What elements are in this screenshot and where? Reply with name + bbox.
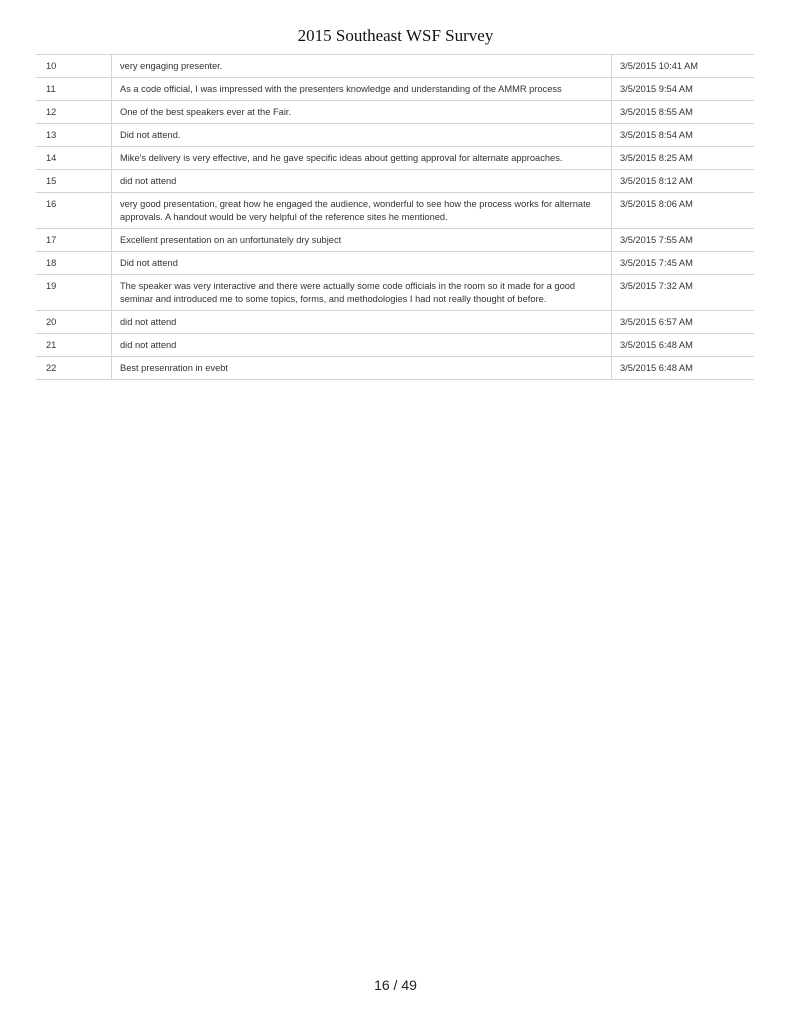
- response-date: 3/5/2015 8:55 AM: [612, 101, 755, 124]
- response-text: Mike's delivery is very effective, and he gave specific ideas about getting approval for alternate approaches.: [112, 147, 612, 170]
- response-number: 11: [36, 78, 112, 101]
- response-text: did not attend: [112, 170, 612, 193]
- table-row: [36, 147, 754, 170]
- response-text: Excellent presentation on an unfortunately dry subject: [112, 229, 612, 252]
- response-text: very engaging presenter.: [112, 55, 612, 78]
- table-row: [36, 275, 754, 311]
- response-number: 12: [36, 101, 112, 124]
- page-number: 16 / 49: [374, 977, 417, 993]
- response-text: very good presentation, great how he engaged the audience, wonderful to see how the process works for alternate approvals. A handout would be very helpful of the reference sites he mentioned.: [112, 193, 612, 229]
- response-text: As a code official, I was impressed with the presenters knowledge and understanding of the AMMR process: [112, 78, 612, 101]
- response-date: 3/5/2015 6:57 AM: [612, 311, 755, 334]
- table-row: [36, 101, 754, 124]
- table-row: [36, 334, 754, 357]
- response-number: 21: [36, 334, 112, 357]
- response-date: 3/5/2015 7:32 AM: [612, 275, 755, 311]
- response-date: 3/5/2015 8:06 AM: [612, 193, 755, 229]
- response-date: 3/5/2015 9:54 AM: [612, 78, 755, 101]
- table-row: [36, 357, 754, 380]
- response-number: 10: [36, 55, 112, 78]
- response-number: 14: [36, 147, 112, 170]
- table-row: [36, 311, 754, 334]
- response-date: 3/5/2015 6:48 AM: [612, 357, 755, 380]
- response-date: 3/5/2015 8:54 AM: [612, 124, 755, 147]
- response-date: 3/5/2015 8:25 AM: [612, 147, 755, 170]
- table-row: [36, 124, 754, 147]
- response-date: 3/5/2015 7:45 AM: [612, 252, 755, 275]
- response-date: 3/5/2015 7:55 AM: [612, 229, 755, 252]
- response-date: 3/5/2015 6:48 AM: [612, 334, 755, 357]
- response-text: Did not attend.: [112, 124, 612, 147]
- response-text: did not attend: [112, 334, 612, 357]
- response-date: 3/5/2015 8:12 AM: [612, 170, 755, 193]
- response-number: 17: [36, 229, 112, 252]
- response-date: 3/5/2015 10:41 AM: [612, 55, 755, 78]
- response-text: Best presenration in evebt: [112, 357, 612, 380]
- table-row: [36, 252, 754, 275]
- table-row: [36, 170, 754, 193]
- responses-table: [36, 54, 754, 380]
- response-number: 19: [36, 275, 112, 311]
- response-number: 15: [36, 170, 112, 193]
- response-text: One of the best speakers ever at the Fair.: [112, 101, 612, 124]
- page-title: 2015 Southeast WSF Survey: [297, 26, 494, 45]
- response-number: 16: [36, 193, 112, 229]
- response-text: Did not attend: [112, 252, 612, 275]
- response-number: 20: [36, 311, 112, 334]
- response-number: 13: [36, 124, 112, 147]
- table-row: [36, 78, 754, 101]
- response-text: did not attend: [112, 311, 612, 334]
- table-row: [36, 229, 754, 252]
- response-text: The speaker was very interactive and there were actually some code officials in the room so it made for a good seminar and introduced me to some topics, forms, and methodologies I had not really thought of before.: [112, 275, 612, 311]
- table-row: [36, 193, 754, 229]
- table-row: [36, 55, 754, 78]
- response-number: 22: [36, 357, 112, 380]
- response-number: 18: [36, 252, 112, 275]
